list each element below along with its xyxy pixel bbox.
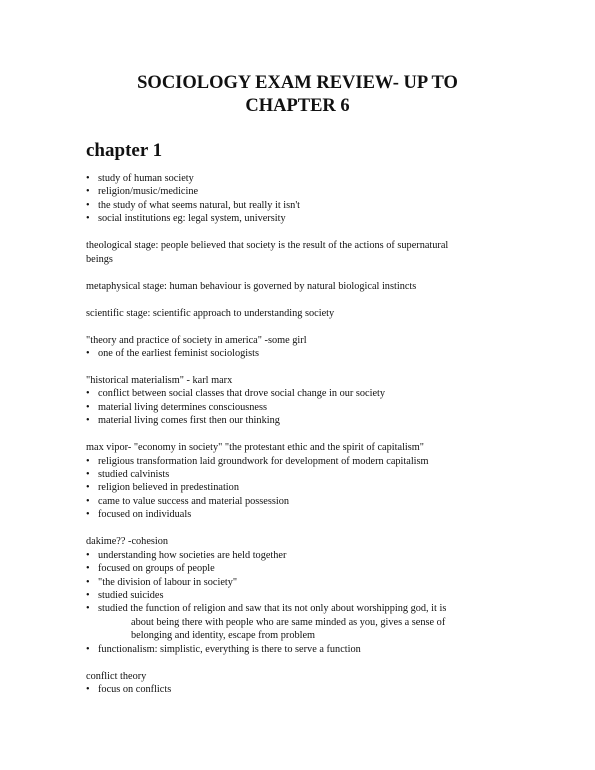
intro-list [86,172,526,226]
theological-stage [86,239,526,266]
durkheim-religion-line-1: studied the function of religion and saw that its not only about worshipping god, it is [98,603,447,615]
list-item: • studied calvinists [86,468,526,481]
list-item: • religion/music/medicine [86,185,526,198]
list-item: • focused on individuals [86,508,526,521]
notes-content [86,172,526,696]
weber-list [86,455,526,522]
list-item: • religion believed in predestination [86,481,526,494]
conflict-list [86,683,526,696]
list-item: • functionalism: simplistic, everything is there to serve a function [86,643,526,656]
document-title [0,72,595,118]
list-item: • study of human society [86,172,526,185]
marx-list [86,387,526,427]
metaphysical-stage: metaphysical stage: human behaviour is governed by natural biological instincts [86,280,417,292]
list-item: • one of the earliest feminist sociologists [86,347,526,360]
durkheim-list [86,549,526,656]
list-item: • came to value success and material possession [86,495,526,508]
list-item: • religious transformation laid groundwork for development of modern capitalism [86,455,526,468]
theological-line-2: beings [86,253,113,265]
theory-list [86,347,526,360]
list-item: • focus on conflicts [86,683,526,696]
list-item: • focused on groups of people [86,562,526,575]
list-item: • understanding how societies are held together [86,549,526,562]
theory-title: "theory and practice of society in america" -some girl [86,334,307,346]
conflict-title: conflict theory [86,670,147,682]
durkheim-title: dakime?? -cohesion [86,536,169,548]
durkheim-religion-line-3: belonging and identity, escape from problem [131,630,316,642]
list-item: • studied suicides [86,589,526,602]
title-line-1: SOCIOLOGY EXAM REVIEW- UP TO [137,73,458,93]
chapter-heading: chapter 1 [86,140,163,161]
durkheim-religion-line-2: about being there with people who are same minded as you, gives a sense of [131,616,446,628]
list-item: • "the division of labour in society" [86,576,526,589]
list-item: • material living comes first then our thinking [86,414,526,427]
list-item: • conflict between social classes that drove social change in our society [86,387,526,400]
list-item: • the study of what seems natural, but really it isn't [86,199,526,212]
theological-line-1: theological stage: people believed that society is the result of the actions of supernatural [86,240,449,252]
list-item: • material living determines consciousness [86,401,526,414]
scientific-stage: scientific stage: scientific approach to understanding society [86,307,335,319]
weber-title: max vipor- "economy in society" "the protestant ethic and the spirit of capitalism" [86,442,425,454]
marx-title: "historical materialism" - karl marx [86,375,233,387]
list-item [86,602,526,642]
title-line-2: CHAPTER 6 [245,96,350,116]
list-item: • social institutions eg: legal system, university [86,212,526,225]
